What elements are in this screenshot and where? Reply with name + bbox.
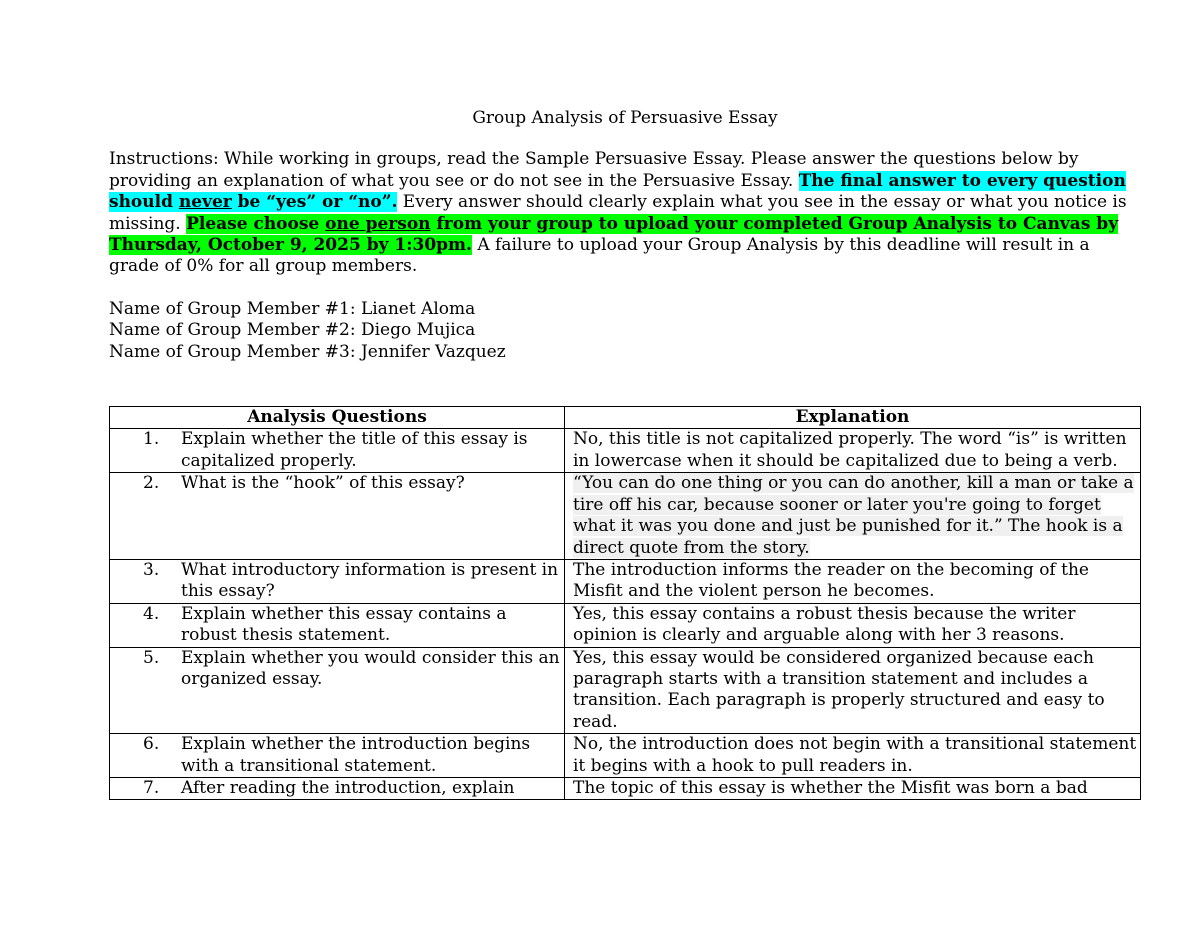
question-cell — [110, 777, 565, 799]
highlight-upload-a: Please choose — [186, 213, 326, 234]
table-row — [110, 777, 1141, 799]
analysis-table — [109, 406, 1141, 800]
question-number: 4. — [143, 603, 160, 624]
group-member-1: Name of Group Member #1: Lianet Aloma — [109, 298, 476, 319]
question-number: 5. — [143, 647, 160, 668]
table-row — [110, 734, 1141, 778]
instructions-text-1: Instructions: While working in groups, read the Sample Persuasive Essay. Please answer the questions below by providing an explanation of what you see or do not see in the Persuasive Essay. — [109, 149, 1079, 191]
highlight-final-answer-b: be “yes” or “no”. — [231, 192, 398, 213]
question-text: What introductory information is present in this essay? — [181, 559, 559, 602]
question-number: 6. — [143, 734, 160, 755]
document-title: Group Analysis of Persuasive Essay — [472, 108, 778, 128]
question-number: 3. — [143, 559, 160, 580]
highlight-final-answer-a: The final answer to every question should — [109, 170, 1126, 213]
question-cell — [110, 734, 565, 778]
question-cell — [110, 603, 565, 647]
highlight-upload-b: from your group to upload your completed Group Analysis to Canvas by Thursday, October 9, 2025 by 1:30pm. — [109, 213, 1119, 256]
question-cell — [110, 473, 565, 560]
instructions-text-2: Every answer should clearly explain what you see in the essay or what you notice is missing. — [109, 192, 1127, 234]
question-cell — [110, 647, 565, 734]
question-text: Explain whether this essay contains a robust thesis statement. — [181, 603, 507, 646]
answer-cell: The topic of this essay is whether the Misfit was born a bad — [565, 777, 1141, 799]
table-row — [110, 647, 1141, 734]
header-explanation: Explanation — [565, 407, 1141, 429]
table-row — [110, 473, 1141, 560]
underlined-never: never — [178, 192, 232, 213]
answer-cell: The introduction informs the reader on the becoming of the Misfit and the violent person he becomes. — [565, 559, 1141, 603]
group-member-3: Name of Group Member #3: Jennifer Vazquez — [109, 341, 506, 362]
group-members — [109, 299, 1141, 363]
answer-cell: Yes, this essay contains a robust thesis because the writer opinion is clearly and arguable along with her 3 reasons. — [565, 603, 1141, 647]
answer-cell: No, this title is not capitalized properly. The word “is” is written in lowercase when it should be capitalized due to being a verb. — [565, 429, 1141, 473]
table-row — [110, 559, 1141, 603]
question-number: 2. — [143, 473, 160, 494]
question-text: Explain whether the introduction begins with a transitional statement. — [181, 734, 531, 776]
question-text: Explain whether you would consider this an organized essay. — [181, 647, 560, 689]
question-text: After reading the introduction, explain — [181, 777, 515, 798]
question-text: Explain whether the title of this essay is capitalized properly. — [181, 429, 528, 471]
header-analysis-questions: Analysis Questions — [110, 407, 565, 429]
instructions-text-3: A failure to upload your Group Analysis by this deadline will result in a grade of 0% for all group members. — [109, 235, 1090, 277]
question-cell — [110, 429, 565, 473]
question-number: 7. — [143, 777, 160, 798]
hook-quote: “You can do one thing or you can do another, kill a man or take a tire off his car, because sooner or later you're going to forget what it was you done and just be punished for it.” The hook is a direct quote from the story. — [573, 473, 1134, 558]
question-number: 1. — [143, 429, 160, 450]
question-cell — [110, 559, 565, 603]
answer-cell — [565, 473, 1141, 560]
answer-cell: Yes, this essay would be considered organized because each paragraph starts with a transition statement and includes a transition. Each paragraph is properly structured and easy to read. — [565, 647, 1141, 734]
table-row — [110, 603, 1141, 647]
underlined-one-person: one person — [325, 213, 431, 234]
table-header-row — [110, 407, 1141, 429]
group-member-2: Name of Group Member #2: Diego Mujica — [109, 320, 476, 341]
instructions-paragraph — [109, 149, 1141, 277]
table-row — [110, 429, 1141, 473]
question-text: What is the “hook” of this essay? — [181, 473, 465, 494]
document-page — [109, 108, 1141, 800]
answer-cell: No, the introduction does not begin with a transitional statement it begins with a hook to pull readers in. — [565, 734, 1141, 778]
